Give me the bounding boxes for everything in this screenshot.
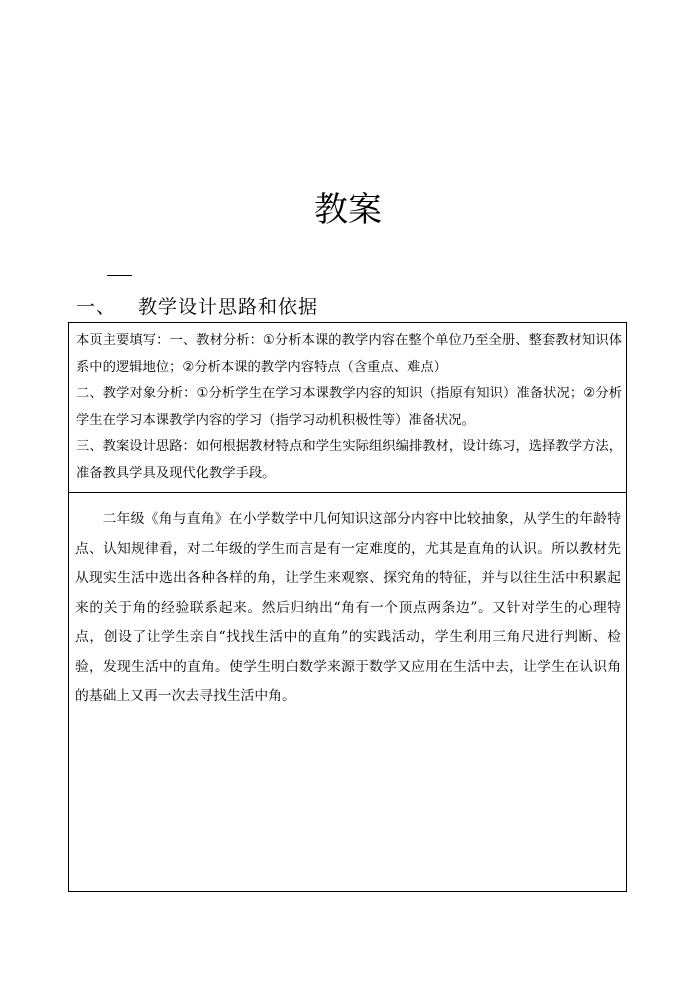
content-paragraph: 二年级《角与直角》在小学数学中几何知识这部分内容中比较抽象，从学生的年龄特点、认知规律看，对二年级的学生而言是有一定难度的，尤其是直角的认识。所以教材先从现实生活中选出各种各样的角，让学生来观察、探究角的特征，并与以往生活中积累起来的关于角的经验联系起来。然后归纳出“角有一个顶点两条边”。又针对学生的心理特点，创设了让学生亲自“找找生活中的直角”的实践活动，学生利用三角尺进行判断、检验，发现生活中的直角。使学生明白数学来源于数学又应用在生活中去，让学生在认识角的基础上又再一次去寻找生活中角。 xyxy=(75,511,621,704)
lesson-plan-table xyxy=(68,322,627,892)
instruction-paragraph-3: 三、教案设计思路：如何根据教材特点和学生实际组织编排教材，设计练习，选择教学方法，准备教具学具及现代化教学手段。 xyxy=(76,439,622,481)
instructions-cell xyxy=(69,323,626,493)
page-title: 教案 xyxy=(314,190,382,230)
section-heading xyxy=(76,294,318,320)
heading-underline xyxy=(107,275,132,276)
instruction-paragraph-1: 本页主要填写：一、教材分析：①分析本课的教学内容在整个单位乃至全册、整套教材知识体系中的逻辑地位；②分析本课的教学内容特点（含重点、难点） xyxy=(76,333,622,375)
instruction-paragraph-2: 二、教学对象分析：①分析学生在学习本课教学内容的知识（指原有知识）准备状况；②分析学生在学习本课教学内容的学习（指学习动机积极性等）准备状况。 xyxy=(76,386,622,428)
content-cell xyxy=(69,493,626,712)
section-title: 教学设计思路和依据 xyxy=(138,296,319,318)
section-number: 一、 xyxy=(76,296,117,318)
